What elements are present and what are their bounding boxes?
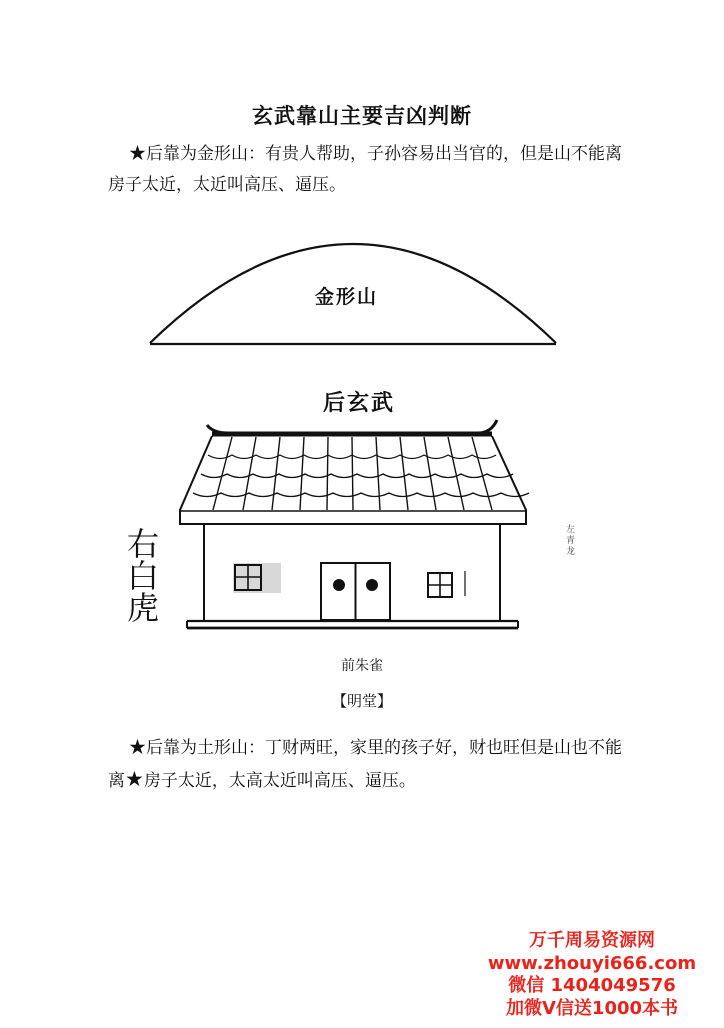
paragraph-line: 房子太近，太近叫高压、逼压。	[108, 175, 346, 195]
left-label-char: 龙	[566, 547, 576, 557]
right-window	[428, 571, 465, 597]
watermark-line: www.zhouyi666.com	[487, 952, 697, 974]
back-black-tortoise-label: 后玄武	[323, 391, 396, 416]
metal-mountain-label: 金形山	[315, 286, 379, 308]
watermark-line: 微信 1404049576	[508, 975, 676, 996]
line-prefix: 离	[108, 771, 125, 791]
watermark-line: 加微V信送1000本书	[505, 997, 679, 1019]
paragraph-line: ★后靠为土形山：丁财两旺，家里的孩子好，财也旺但是山也不能	[129, 738, 622, 758]
front-door	[321, 563, 390, 620]
left-window	[233, 563, 281, 593]
watermark-line: 万千周易资源网	[529, 930, 655, 951]
bright-hall-label: 【明堂】	[331, 692, 392, 710]
front-vermilion-bird-label: 前朱雀	[341, 658, 383, 674]
left-azure-dragon-label	[566, 525, 578, 558]
left-label-char: 左	[566, 525, 576, 535]
page-title: 玄武靠山主要吉凶判断	[252, 103, 472, 128]
paragraph-line: ★后靠为金形山：有贵人帮助，子孙容易出当官的，但是山不能离	[129, 144, 622, 164]
right-label-char: 虎	[126, 589, 159, 627]
right-white-tiger-label	[125, 525, 161, 627]
paragraph-line	[108, 764, 648, 797]
paragraph-earth-mountain	[108, 733, 648, 797]
right-label-char: 右	[126, 525, 159, 563]
right-label-char: 白	[126, 557, 159, 595]
watermark	[482, 930, 702, 1020]
star-icon: ★	[125, 767, 144, 791]
house-roof	[180, 420, 529, 524]
left-label-char: 青	[566, 536, 576, 546]
line-rest: 房子太近，太高太近叫高压、逼压。	[143, 771, 416, 791]
